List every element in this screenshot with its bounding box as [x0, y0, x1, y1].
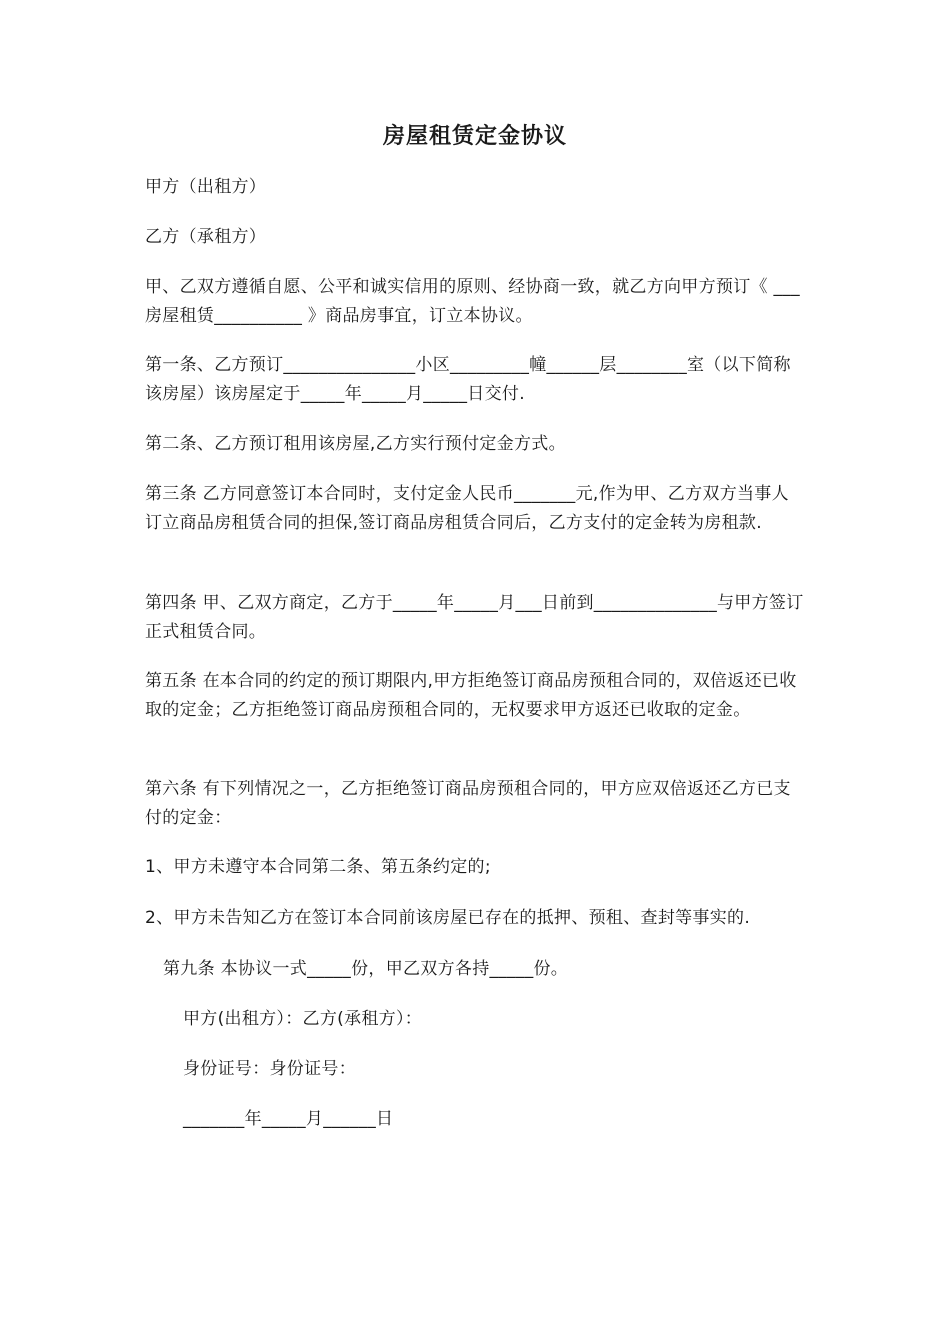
signature-parties: 甲方(出租方）：乙方(承租方）： [183, 1009, 423, 1029]
article-3: 第三条 乙方同意签订本合同时，支付定金人民币_______元,作为甲、乙方双方当事人订立商品房租赁合同的担保,签订商品房租赁合同后，乙方支付的定金转为房租款. [145, 484, 789, 533]
article-5: 第五条 在本合同的约定的预订期限内,甲方拒绝签订商品房预租合同的，双倍返还已收取的定金；乙方拒绝签订商品房预租合同的，无权要求甲方返还已收取的定金。 [145, 671, 797, 720]
party-a-label: 甲方（出租方） [145, 177, 267, 197]
article-6: 第六条 有下列情况之一，乙方拒绝签订商品房预租合同的，甲方应双倍返还乙方已支付的定金： [145, 779, 791, 828]
article-9: 第九条 本协议一式_____份，甲乙双方各持_____份。 [163, 959, 569, 979]
document-title: 房屋租赁定金协议 [382, 124, 567, 149]
article-1: 第一条、乙方预订_______________小区_________幢______层________室（以下简称该房屋）该房屋定于_____年_____月_____日交付. [145, 355, 791, 404]
list-item-1: 1、甲方未遵守本合同第二条、第五条约定的; [145, 857, 491, 877]
article-4: 第四条 甲、乙双方商定，乙方于_____年_____月___日前到______________与甲方签订正式租赁合同。 [145, 593, 804, 642]
article-2: 第二条、乙方预订租用该房屋,乙方实行预付定金方式。 [145, 434, 566, 454]
id-number-labels: 身份证号：身份证号： [183, 1059, 356, 1079]
party-b-label: 乙方（承租方） [145, 227, 267, 247]
intro-paragraph: 甲、乙双方遵循自愿、公平和诚实信用的原则、经协商一致，就乙方向甲方预订《 ___房屋租赁__________ 》商品房事宜，订立本协议。 [145, 277, 800, 326]
date-line: _______年_____月______日 [183, 1109, 394, 1129]
list-item-2: 2、甲方未告知乙方在签订本合同前该房屋已存在的抵押、预租、查封等事实的. [145, 908, 751, 928]
